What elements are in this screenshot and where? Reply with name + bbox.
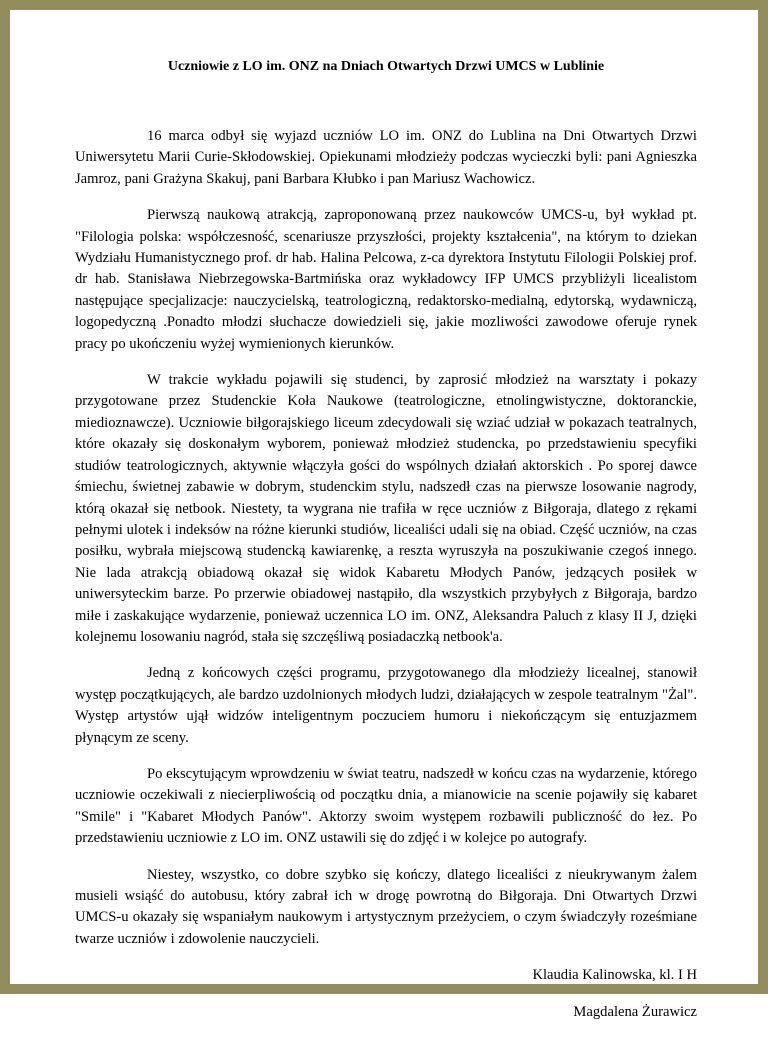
- paragraph-3: W trakcie wykładu pojawili się studenci, by zaprosić młodzież na warsztaty i pokazy przygotowane przez Studenckie Koła Naukowe (teatrologiczne, etnolingwistyczne, doktoranckie, miedioznawcze). Uczniowie biłgorajskiego liceum zdecydowali się wziać udział w pokazach teatralnych, które okazały się doskonałym wyborem, ponieważ młodzież studencka, po przedstawieniu specyfiki studiów teatrologicznych, aktywnie włączyła gości do wspólnych działań aktorskich . Po sporej dawce śmiechu, świetnej zabawie w dobrym, studenckim stylu, nadszedł czas na pierwsze losowanie nagrody, którą okazał się netbook. Niestety, ta wygrana nie trafiła w ręce uczniów z Biłgoraja, dlatego z rękami pełnymi ulotek i indeksów na różne kierunki studiów, licealiści udali się na obiad. Część uczniów, na czas posiłku, wybrała miejscową studencką kawiarenkę, a reszta wyruszyła na poszukiwanie czegoś innego. Nie lada atrakcją obiadową okazał się widok Kabaretu Młodych Panów, jedzących posiłek w uniwersyteckim barze. Po przerwie obiadowej nastąpiło, dla wszystkich przybyłych z Biłgoraja, bardzo miłe i zaskakujące wydarzenie, ponieważ uczennica LO im. ONZ, Aleksandra Paluch z klasy II J, dzięki kolejnemu losowaniu nagród, stała się szczęśliwą posiadaczką netbook'a.: [75, 372, 697, 645]
- signature-author-2: Magdalena Żurawicz: [573, 1003, 697, 1020]
- paragraph-6: Niestey, wszystko, co dobre szybko się kończy, dlatego licealiści z nieukrywanym żalem musieli wsiąść do autobusu, który zabrał ich w drogę powrotną do Biłgoraja. Dni Otwartych Drzwi UMCS-u okazały się wspaniałym naukowym i artystycznym przeżyciem, o czym świadczyły roześmiane twarze uczniów i zdowolenie nauczycieli.: [75, 866, 697, 947]
- paragraph-2: Pierwszą naukową atrakcją, zaproponowaną przez naukowców UMCS-u, był wykład pt. "Filologia polska: współczesność, scenariusze przyszłości, projekty kształcenia", na którym to dziekan Wydziału Humanistycznego prof. dr hab. Halina Pelcowa, z-ca dyrektora Instytutu Filologii Polskiej prof. dr hab. Stanisława Niebrzegowska-Bartmińska oraz wykładowcy IFP UMCS przybliżyli licealistom następujące specjalizacje: nauczycielską, teatrologiczną, redaktorsko-medialną, edytorską, wydawniczą, logopedyczną .Ponadto młodzi słuchacze dowiedzieli się, jakie mozliwości zawodowe oferuje rynek pracy po ukończeniu wyżej wymienionych kierunków.: [75, 207, 697, 352]
- paragraph-5: Po ekscytującym wprowdzeniu w świat teatru, nadszedł w końcu czas na wydarzenie, którego uczniowie oczekiwali z niecierpliwością od początku dnia, a mianowicie na scenie pojawiły się kabaret "Smile" i "Kabaret Młodych Panów". Aktorzy swoim występem rozbawili publiczność do łez. Po przedstawieniu uczniowie z LO im. ONZ ustawili się do zdjęć i w kolejce po autografy.: [75, 765, 697, 847]
- paragraph-4: Jedną z końcowych części programu, przygotowanego dla młodzieży licealnej, stanowił występ początkujących, ale bardzo uzdolnionych młodych ludzi, działających w zespole teatralnym "Żal". Występ artystów ujął widzów inteligentnym poczuciem humoru i niekończącym się entuzjazmem płynącym ze sceny.: [75, 665, 697, 746]
- document-title: Uczniowie z LO im. ONZ na Dniach Otwartych Drzwi UMCS w Lublinie: [167, 59, 605, 74]
- signature-author-1: Klaudia Kalinowska, kl. I H: [532, 967, 697, 984]
- paragraph-1: 16 marca odbył się wyjazd uczniów LO im. ONZ do Lublina na Dni Otwartych Drzwi Uniwersytetu Marii Curie-Skłodowskiej. Opiekunami młodzieży podczas wycieczki byli: pani Agnieszka Jamroz, pani Grażyna Skakuj, pani Barbara Kłubko i pan Mariusz Wachowicz.: [75, 128, 697, 187]
- document-page: [75, 58, 697, 1038]
